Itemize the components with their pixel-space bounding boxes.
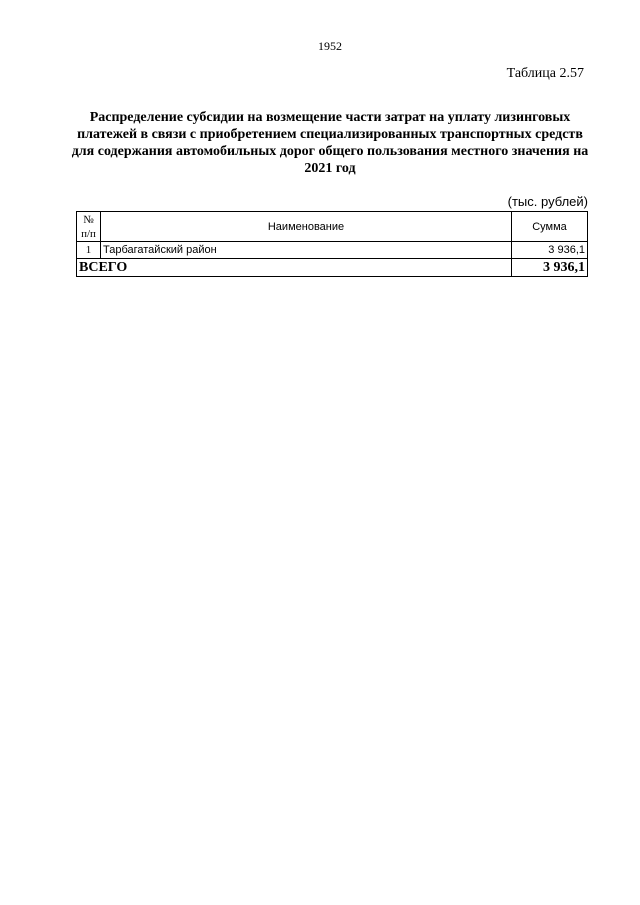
header-number-line1: № <box>83 213 94 226</box>
header-sum: Сумма <box>512 212 588 242</box>
table-label: Таблица 2.57 <box>506 66 584 81</box>
unit-label: (тыс. рублей) <box>507 194 588 209</box>
table-header-row <box>77 212 588 242</box>
header-name: Наименование <box>101 212 512 242</box>
row-number: 1 <box>77 242 101 259</box>
table-row <box>77 242 588 259</box>
total-row <box>77 259 588 277</box>
document-title: Распределение субсидии на возмещение части затрат на уплату лизинговых платежей в связи с приобретением специализированных транспортных средств для содержания автомобильных дорог общего пользования местного значения на 2021 год <box>71 110 589 176</box>
total-label: ВСЕГО <box>77 259 512 277</box>
page-number: 1952 <box>318 39 342 53</box>
total-sum: 3 936,1 <box>512 259 588 277</box>
row-sum: 3 936,1 <box>512 242 588 259</box>
row-name: Тарбагатайский район <box>101 242 512 259</box>
subsidy-table <box>76 211 588 277</box>
header-number <box>77 212 101 242</box>
header-number-line2: п/п <box>81 227 96 240</box>
